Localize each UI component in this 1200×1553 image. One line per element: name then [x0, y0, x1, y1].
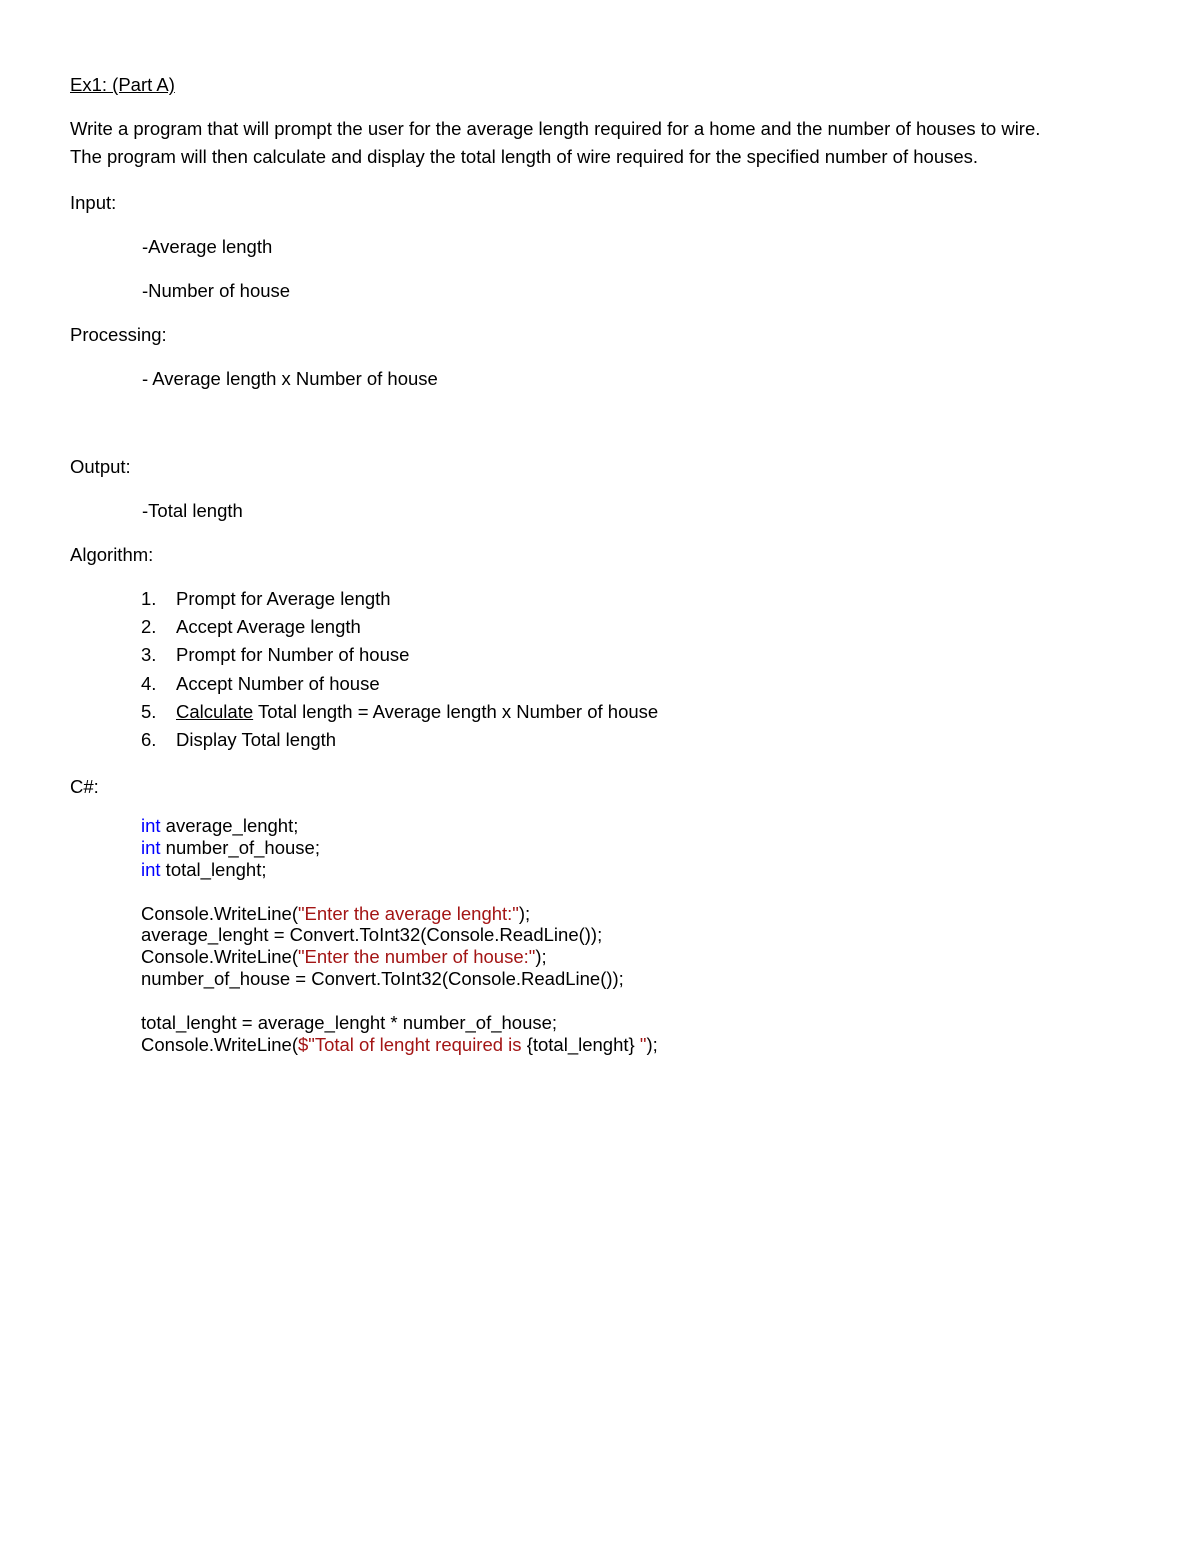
algorithm-step	[141, 618, 658, 646]
code-text: total_lenght;	[160, 858, 267, 880]
code-line	[141, 837, 658, 859]
code-line	[141, 924, 658, 946]
output-heading: Output:	[70, 456, 131, 477]
code-line	[141, 946, 658, 968]
code-string: $"Total of lenght required is	[297, 1033, 527, 1055]
code-keyword: int	[141, 858, 161, 880]
code-interpolation: {total_lenght}	[526, 1033, 635, 1055]
algorithm-step	[141, 646, 658, 674]
code-text: Console.WriteLine(	[141, 1033, 298, 1055]
code-line	[141, 1034, 658, 1056]
code-text: );	[518, 902, 531, 924]
code-text: Console.WriteLine(	[141, 902, 298, 924]
code-text: total_lenght = average_lenght * number_of_house;	[141, 1012, 558, 1034]
processing-heading: Processing:	[70, 324, 167, 345]
code-string: "Enter the average lenght:"	[297, 902, 519, 924]
code-line	[141, 903, 658, 925]
step-text: Accept Number of house	[176, 672, 380, 694]
code-text: Console.WriteLine(	[141, 946, 298, 968]
step-text: Display Total length	[176, 728, 337, 750]
processing-item: - Average length x Number of house	[142, 368, 438, 389]
step-number: 2.	[141, 616, 157, 638]
step-number: 3.	[141, 644, 157, 666]
code-text: average_lenght = Convert.ToInt32(Console.ReadLine());	[141, 924, 603, 946]
input-item: -Average length	[142, 236, 273, 257]
code-keyword: int	[141, 836, 161, 858]
code-line	[141, 1012, 658, 1034]
code-line	[141, 968, 658, 990]
code-keyword: int	[141, 815, 161, 836]
step-number: 6.	[141, 728, 157, 750]
algorithm-step	[141, 728, 658, 759]
code-blank-line	[141, 881, 658, 903]
code-text: );	[646, 1033, 658, 1055]
algorithm-step	[141, 590, 658, 618]
code-text: average_lenght;	[160, 815, 299, 836]
step-text: Total length = Average length x Number of house	[253, 700, 659, 722]
step-number: 5.	[141, 700, 157, 722]
code-text: number_of_house = Convert.ToInt32(Console.ReadLine());	[141, 968, 624, 990]
code-line	[141, 815, 658, 837]
algorithm-step	[141, 672, 658, 703]
code-blank-line	[141, 990, 658, 1012]
step-text: Prompt for Average length	[176, 588, 391, 609]
output-item: -Total length	[142, 500, 243, 521]
step-number: 4.	[141, 672, 157, 694]
description-line-1: Write a program that will prompt the user for the average length required for a home and the number of houses to wire.	[70, 118, 1041, 139]
code-line	[141, 859, 658, 881]
csharp-code-block	[141, 815, 658, 1056]
csharp-heading: C#:	[70, 776, 99, 797]
algorithm-step	[141, 700, 659, 731]
exercise-title: Ex1: (Part A)	[70, 74, 175, 95]
step-text: Prompt for Number of house	[176, 644, 410, 666]
code-string: "	[634, 1033, 647, 1055]
code-string: "Enter the number of house:"	[297, 946, 536, 968]
input-heading: Input:	[70, 192, 117, 213]
code-text: number_of_house;	[160, 836, 320, 858]
step-text: Accept Average length	[176, 616, 361, 638]
description-line-2: The program will then calculate and display the total length of wire required for the specified number of houses.	[70, 146, 979, 167]
code-text: );	[535, 946, 547, 968]
step-underlined-word: Calculate	[176, 700, 254, 722]
input-item: -Number of house	[142, 280, 291, 301]
algorithm-heading: Algorithm:	[70, 544, 154, 565]
step-number: 1.	[141, 588, 157, 609]
algorithm-steps	[141, 590, 658, 759]
